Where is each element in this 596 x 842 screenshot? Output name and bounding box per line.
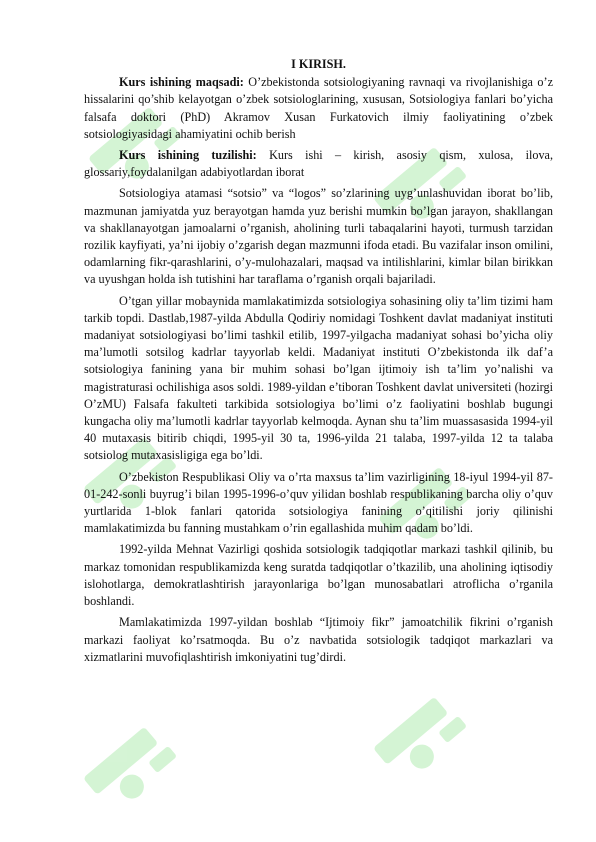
page-title: I KIRISH. [291, 57, 346, 71]
paragraph-structure [84, 147, 553, 181]
paragraph-ministry-order [84, 469, 553, 538]
paragraph-definition [84, 185, 553, 288]
paragraph-text: 1992-yilda Mehnat Vazirligi qoshida sotsiologik tadqiqotlar markazi tashkil qilinib, bu markaz tomonidan respublikamizda keng suratda tadqiqotlar o’tkazilib, una aholining iqtisodiy islohotlarga, demokratlashtirish jarayonlariga bo’lgan munosabatlari atroflicha o’rganila boshlandi. [84, 542, 553, 609]
paragraph-text: O’zbekiston Respublikasi Oliy va o’rta maxsus ta’lim vazirligining 18-iyul 1994-yil 87-01-242-sonli buyrug’i bilan 1995-1996-o’quv yilidan boshlab respublikaning barcha oliy o’quv yurtlarida 1-blok fanlari qatorida sotsiologiya fanining o’qitilishi joriy qilinishi mamlakatimizda bu fanning mustahkam o’rin egallashida muhim qadam bo’ldi. [84, 469, 553, 536]
paragraph-goal [84, 74, 553, 143]
paragraph-text: Kurs ishi – kirish, asosiy qism, xulosa, ilova, glossariy,foydalanilgan adabiyotlardan iborat [84, 148, 553, 180]
paragraph-public-opinion [84, 614, 553, 666]
watermark-mark-right-bottom [373, 693, 471, 787]
document-body [84, 56, 553, 670]
paragraph-text: O’tgan yillar mobaynida mamlakatimizda sotsiologiya sohasining oliy ta’lim tizimi ham tarkib topdi. Dastlab,1987-yilda Abdulla Qodiriy nomidagi Toshkent davlat madaniyat instituti madaniyat sotsiologiyasi bo’limi tashkil etilib, 1997-yilgacha madaniyat sohasi bo’yicha oliy ma’lumotli sotsilog kadrlar tayyorlab keldi. Madaniyat instituti O’zbekistonda ilk daf’a sotsiologiya fanining yana bir muhim sohasi bo’lgan ijtimoiy ish ta’lim yo’nalishi va magistraturasi ochilishiga asos soldi. 1989-yildan e’tiboran Toshkent davlat universiteti (hozirgi O’zMU) Falsafa fakulteti tarkibida sotsiologiya bo’limi o’z faoliyatini boshlab bugungi kungacha oliy ma’lumotli kadrlar tayyorlab kelmoqda. Aynan shu ta’lim muassasasida 1994-yil 40 mutaxasis bitirib chiqdi, 1995-yil 30 ta, 1996-yilda 21 talaba, 1997-yilda 12 ta talaba sotsiolog mutaxasisligiga ega bo’ldi. [84, 293, 553, 463]
watermark-mark-left-bottom [83, 723, 181, 817]
paragraph-text: Mamlakatimizda 1997-yildan boshlab “Ijtimoiy fikr” jamoatchilik fikrini o’rganish markazi faoliyat ko’rsatmoqda. Bu o’z navbatida sotsiologik tadqiqot markazlari va xizmatlarini muvofiqlashtirish imkoniyatini tug’dirdi. [84, 615, 553, 664]
paragraph-history [84, 293, 553, 465]
paragraph-research-center [84, 541, 553, 610]
paragraph-text: Sotsiologiya atamasi “sotsio” va “logos” so’zlarining uyg’unlashuvidan iborat bo’lib, mazmunan jamiyatda yuz berayotgan hamda yuz berishi mumkin bo’lgan jarayon, shakllangan va shakllanayotgan jamoalarni o’rganish, aholining turli tabaqalarini hayoti, turmush tarzidan rozilik kayfiyati, ya’ni ijobiy o’zgarish degan mazmunni ifoda etadi. Bu vazifalar inson omilini, odamlarning fikr-qarashlarini, o’y-mulohazalari, maqsad va intilishlarini, kimlar bilan birikkan va uyushgan holda ish tutishini har taraflama o’rganish orqali bajariladi. [84, 186, 553, 287]
paragraph-lead: Kurs ishining maqsadi: [119, 75, 244, 90]
paragraph-text: O’zbekistonda sotsiologiyaning ravnaqi va rivojlanishiga o’z hissalarini qo’shib kelayotgan o’zbek sotsiologlarining, xususan, Sotsiologiya fanlari bo’yicha falsafa doktori (PhD) Akramov Xusan Furkatovich ilmiy faoliyatining o’zbek sotsiologiyasidagi ahamiyatini ochib berish [84, 75, 553, 141]
paragraph-lead: Kurs ishining tuzilishi: [119, 148, 257, 163]
